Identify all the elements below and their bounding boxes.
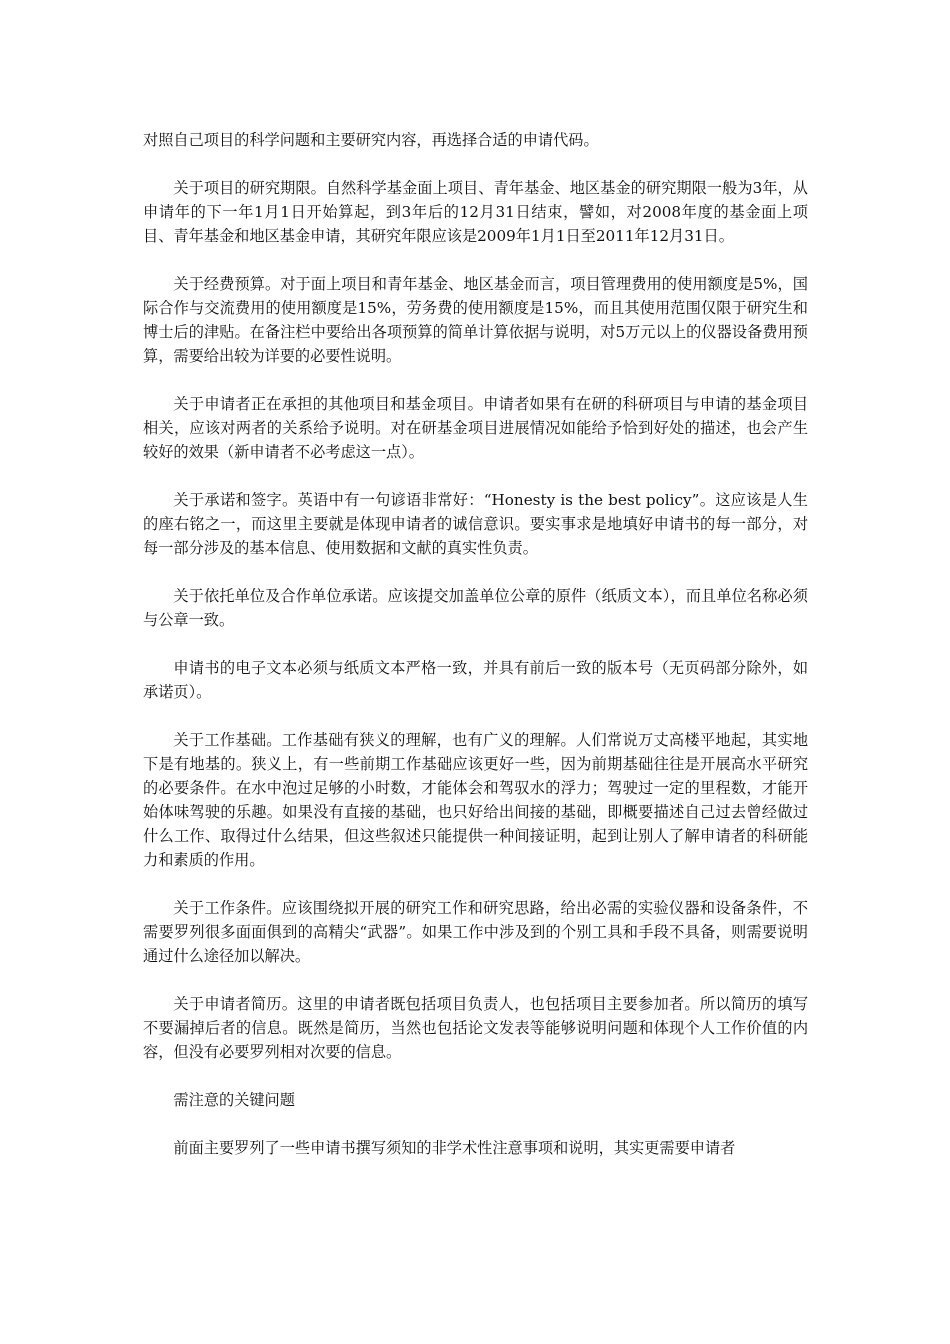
paragraph-budget: 关于经费预算。对于面上项目和青年基金、地区基金而言，项目管理费用的使用额度是5%，国际合作与交流费用的使用额度是15%，劳务费的使用额度是15%，而且其使用范围仅限于研究生和博士后的津贴。在备注栏中要给出各项预算的简单计算依据与说明，对5万元以上的仪器设备费用预算，需要给出较为详要的必要性说明。 [143, 275, 808, 365]
paragraph-work-conditions: 关于工作条件。应该围绕拟开展的研究工作和研究思路，给出必需的实验仪器和设备条件，不需要罗列很多面面俱到的高精尖“武器”。如果工作中涉及到的个别工具和手段不具备，则需要说明通过什么途径加以解决。 [143, 899, 808, 965]
paragraph-other-projects: 关于申请者正在承担的其他项目和基金项目。申请者如果有在研的科研项目与申请的基金项目相关，应该对两者的关系给予说明。对在研基金项目进展情况如能给予恰到好处的描述，也会产生较好的效果（新申请者不必考虑这一点）。 [143, 395, 808, 461]
section-heading-key-issues: 需注意的关键问题 [173, 1091, 295, 1109]
paragraph-work-foundation: 关于工作基础。工作基础有狭义的理解，也有广义的理解。人们常说万丈高楼平地起，其实地下是有地基的。狭义上，有一些前期工作基础应该更好一些，因为前期基础往往是开展高水平研究的必要条件。在水中泡过足够的小时数，才能体会和驾驭水的浮力；驾驶过一定的里程数，才能开始体味驾驶的乐趣。如果没有直接的基础，也只好给出间接的基础，即概要描述自己过去曾经做过什么工作、取得过什么结果，但这些叙述只能提供一种间接证明，起到让别人了解申请者的科研能力和素质的作用。 [143, 731, 808, 869]
paragraph-research-period: 关于项目的研究期限。自然科学基金面上项目、青年基金、地区基金的研究期限一般为3年，从申请年的下一年1月1日开始算起，到3年后的12月31日结束，譬如，对2008年度的基金面上项目、青年基金和地区基金申请，其研究年限应该是2009年1月1日至2011年12月31日。 [143, 179, 808, 245]
paragraph-applicant-resume: 关于申请者简历。这里的申请者既包括项目负责人，也包括项目主要参加者。所以简历的填写不要漏掉后者的信息。既然是简历，当然也包括论文发表等能够说明问题和体现个人工作价值的内容，但没有必要罗列相对次要的信息。 [143, 995, 808, 1061]
paragraph-electronic-version: 申请书的电子文本必须与纸质文本严格一致，并具有前后一致的版本号（无页码部分除外，如承诺页）。 [143, 659, 808, 701]
paragraph-host-unit: 关于依托单位及合作单位承诺。应该提交加盖单位公章的原件（纸质文本），而且单位名称必须与公章一致。 [143, 587, 808, 629]
document-page [143, 128, 808, 1184]
paragraph-commitment-signature: 关于承诺和签字。英语中有一句谚语非常好：“Honesty is the best policy”。这应该是人生的座右铭之一，而这里主要就是体现申请者的诚信意识。要实事求是地填好申请书的每一部分，对每一部分涉及的基本信息、使用数据和文献的真实性负责。 [143, 491, 808, 557]
paragraph-application-code: 对照自己项目的科学问题和主要研究内容，再选择合适的申请代码。 [143, 131, 599, 149]
paragraph-intro-key-issues: 前面主要罗列了一些申请书撰写须知的非学术性注意事项和说明，其实更需要申请者 [173, 1139, 736, 1157]
